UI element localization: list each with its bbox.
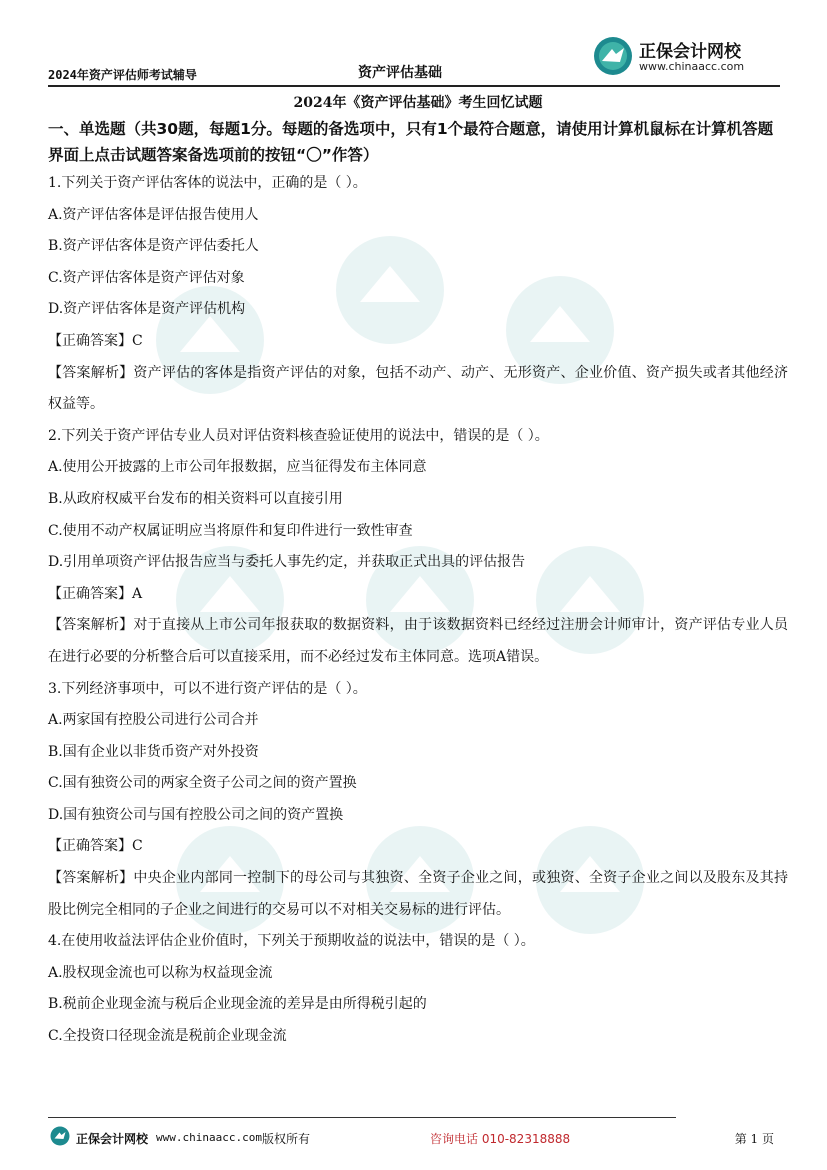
correct-answer: 【正确答案】C	[48, 332, 143, 349]
question-4	[48, 926, 788, 1052]
option-a: A.使用公开披露的上市公司年报数据，应当征得发布主体同意	[48, 459, 427, 476]
option-b: B.资产评估客体是资产评估委托人	[48, 238, 259, 255]
option-c: C.使用不动产权属证明应当将原件和复印件进行一致性审查	[48, 522, 413, 539]
option-a: A.股权现金流也可以称为权益现金流	[48, 964, 273, 981]
footer-rights: 版权所有	[262, 1132, 311, 1146]
option-d: D.国有独资公司与国有控股公司之间的资产置换	[48, 806, 344, 823]
brand-url: www.chinaacc.com	[639, 60, 745, 73]
option-b: B.国有企业以非货币资产对外投资	[48, 743, 259, 760]
option-c: C.国有独资公司的两家全资子公司之间的资产置换	[48, 775, 357, 792]
header-course-label: 2024年资产评估师考试辅导	[48, 68, 197, 82]
header-subject-title: 资产评估基础	[358, 65, 442, 81]
page-number: 第 1 页	[734, 1132, 774, 1146]
footer-url[interactable]: www.chinaacc.com	[156, 1131, 262, 1144]
footer-phone: 咨询电话 010-82318888	[430, 1132, 571, 1146]
question-stem: 1.下列关于资产评估客体的说法中，正确的是（ ）。	[48, 175, 367, 191]
document-body	[48, 92, 788, 1053]
question-stem: 2.下列关于资产评估专业人员对评估资料核查验证使用的说法中，错误的是（ ）。	[48, 427, 549, 444]
option-a: A.两家国有控股公司进行公司合并	[48, 712, 259, 729]
option-d: D.引用单项资产评估报告应当与委托人事先约定，并获取正式出具的评估报告	[48, 554, 526, 571]
header-divider	[48, 85, 780, 87]
answer-analysis: 【答案解析】中央企业内部同一控制下的母公司与其独资、全资子企业之间，或独资、全资子企业之间以及股东及其持股比例完全相同的子企业之间进行的交易可以不对相关交易标的进行评估。	[48, 870, 788, 918]
brand-logo-icon	[593, 36, 633, 76]
footer-logo-icon	[50, 1126, 70, 1146]
question-2	[48, 421, 788, 674]
question-1	[48, 168, 788, 421]
document-title: 2024年《资产评估基础》考生回忆试题	[293, 95, 543, 111]
footer-divider	[48, 1117, 676, 1118]
correct-answer: 【正确答案】A	[48, 585, 143, 602]
question-3	[48, 674, 788, 927]
footer-brand: 正保会计网校	[76, 1132, 149, 1146]
page-header	[48, 0, 780, 86]
question-stem: 4.在使用收益法评估企业价值时，下列关于预期收益的说法中，错误的是（ ）。	[48, 933, 535, 950]
answer-analysis: 【答案解析】资产评估的客体是指资产评估的对象，包括不动产、动产、无形资产、企业价值、资产损失或者其他经济权益等。	[48, 364, 788, 413]
brand-name: 正保会计网校	[639, 42, 741, 62]
page-footer	[48, 1126, 780, 1152]
option-b: B.从政府权威平台发布的相关资料可以直接引用	[48, 490, 343, 507]
brand-logo	[593, 34, 783, 80]
question-stem: 3.下列经济事项中，可以不进行资产评估的是（ ）。	[48, 680, 367, 697]
answer-analysis: 【答案解析】对于直接从上市公司年报获取的数据资料，由于该数据资料已经经过注册会计师审计，资产评估专业人员在进行必要的分析整合后可以直接采用，而不必经过发布主体同意。选项A错误。	[48, 617, 788, 665]
correct-answer: 【正确答案】C	[48, 838, 143, 855]
section-heading: 一、单选题（共30题，每题1分。每题的备选项中，只有1个最符合题意，请使用计算机鼠标在计算机答题界面上点击试题答案备选项前的按钮“〇”作答）	[48, 120, 774, 164]
option-b: B.税前企业现金流与税后企业现金流的差异是由所得税引起的	[48, 996, 427, 1013]
option-a: A.资产评估客体是评估报告使用人	[48, 206, 259, 223]
option-d: D.资产评估客体是资产评估机构	[48, 301, 246, 318]
option-c: C.资产评估客体是资产评估对象	[48, 269, 245, 286]
option-c: C.全投资口径现金流是税前企业现金流	[48, 1028, 287, 1045]
